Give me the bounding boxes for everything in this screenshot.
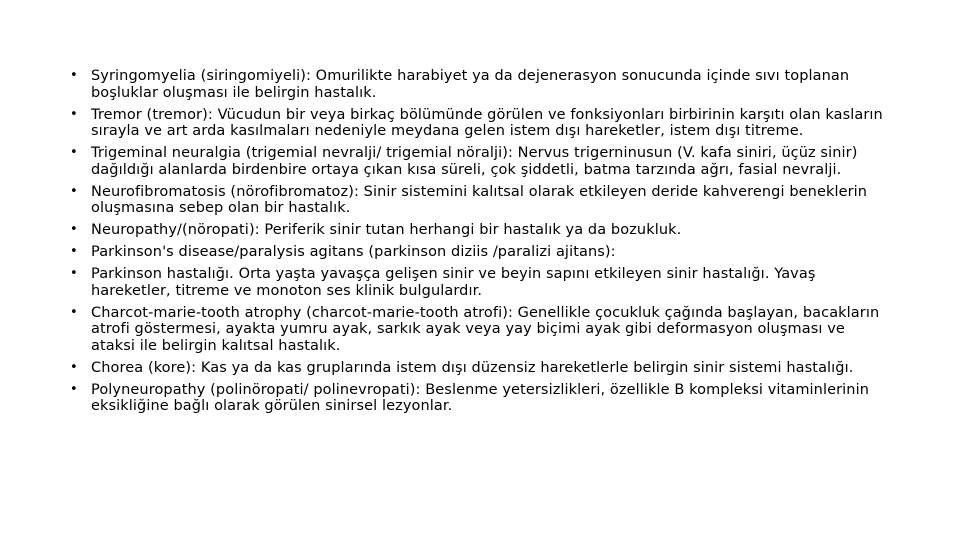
list-item-text: Parkinson's disease/paralysis agitans (parkinson diziis /paralizi ajitans): bbox=[91, 244, 616, 260]
list-item-text: Neuropathy/(nöropati): Periferik sinir tutan herhangi bir hastalık ya da bozukluk. bbox=[91, 222, 682, 238]
list-item bbox=[70, 244, 890, 261]
list-item bbox=[70, 107, 890, 140]
list-item bbox=[70, 68, 890, 101]
list-item bbox=[70, 145, 890, 178]
list-item-text: Trigeminal neuralgia (trigemial nevralji/ trigemial nöralji): Nervus trigerninusun (V. kafa siniri, üçüz sinir) dağıldığı alanlarda birdenbire ortaya çıkan kısa süreli, çok şiddetli, batma tarzında ağrı, fasial nevralji. bbox=[91, 145, 858, 178]
bullet-icon: • bbox=[70, 68, 78, 83]
list-item-text: Neurofibromatosis (nörofibromatoz): Sinir sistemini kalıtsal olarak etkileyen deride kahverengi beneklerin oluşmasına sebep olan bir hastalık. bbox=[91, 183, 868, 216]
list-item bbox=[70, 360, 890, 377]
bullet-icon: • bbox=[70, 244, 78, 259]
bullet-icon: • bbox=[70, 106, 78, 122]
list-item-text: Polyneuropathy (polinöropati/ polinevropati): Beslenme yetersizlikleri, özellikle B kompleksi vitaminlerinin eksikliğine bağlı olarak görülen sinirsel lezyonlar. bbox=[91, 381, 870, 414]
bullet-icon: • bbox=[70, 183, 78, 199]
list-item-text: Tremor (tremor): Vücudun bir veya birkaç bölümünde görülen ve fonksiyonları birbirinin karşıtı olan kasların sırayla ve art arda kasılmaları nedeniyle meydana gelen istem dışı hareketler, istem dışı titreme. bbox=[91, 106, 883, 139]
bullet-icon: • bbox=[70, 304, 78, 320]
list-item bbox=[70, 222, 890, 239]
list-item-text: Chorea (kore): Kas ya da kas gruplarında istem dışı düzensiz hareketlerle belirgin sinir sistemi hastalığı. bbox=[91, 359, 854, 376]
list-item-text: Parkinson hastalığı. Orta yaşta yavaşça gelişen sinir ve beyin sapını etkileyen sinir hastalığı. Yavaş hareketler, titreme ve monoton ses klinik bulgulardır. bbox=[91, 266, 816, 299]
bullet-icon: • bbox=[70, 222, 78, 237]
bullet-icon: • bbox=[70, 381, 78, 397]
bullet-icon: • bbox=[70, 145, 78, 160]
list-item-text: Charcot-marie-tooth atrophy (charcot-marie-tooth atrofi): Genellikle çocukluk çağında başlayan, bacakların atrofi göstermesi, ayakta yumru ayak, sarkık ayak veya yay biçimi ayak gibi deformasyon oluşması ve ataksi ile belirgin kalıtsal hastalık. bbox=[91, 304, 880, 354]
list-item-text: Syringomyelia (siringomiyeli): Omurilikte harabiyet ya da dejenerasyon sonucunda içinde sıvı toplanan boşluklar oluşması ile belirgin hastalık. bbox=[91, 68, 850, 101]
list-item bbox=[70, 184, 890, 217]
list-item bbox=[70, 382, 890, 415]
bullet-list bbox=[70, 68, 890, 420]
list-item bbox=[70, 305, 890, 355]
bullet-icon: • bbox=[70, 359, 78, 375]
bullet-icon: • bbox=[70, 266, 78, 281]
list-item bbox=[70, 266, 890, 299]
